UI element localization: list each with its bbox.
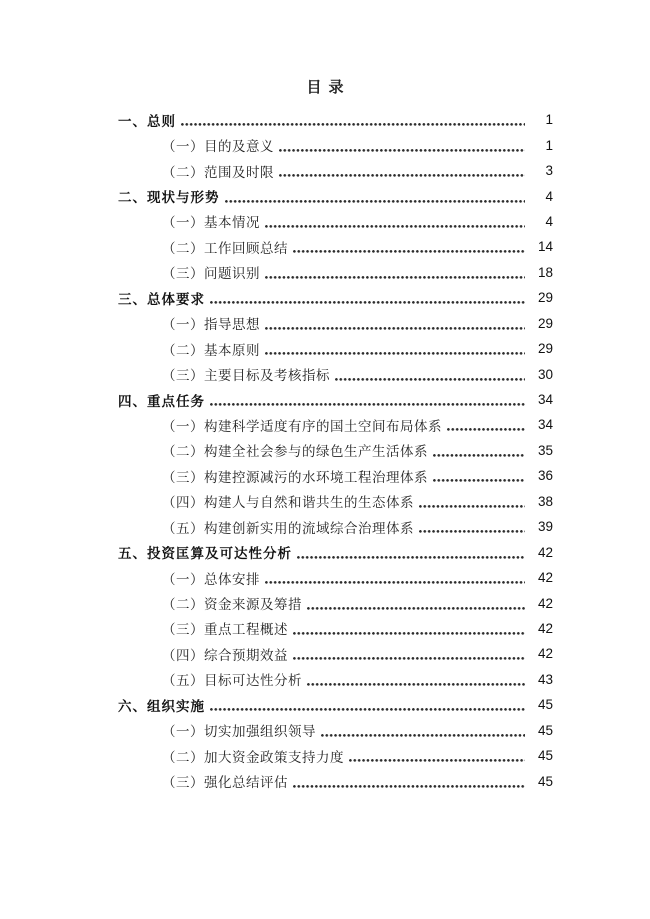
toc-entry-page: 34 xyxy=(537,417,553,433)
toc-entry-page: 38 xyxy=(537,493,553,509)
toc-entry-label: （四）综合预期效益 xyxy=(162,647,288,663)
toc-entry-label: （五）构建创新实用的流域综合治理体系 xyxy=(162,520,414,536)
toc-entry-label: 四、重点任务 xyxy=(118,393,205,409)
toc-entry-label: （三）强化总结评估 xyxy=(162,775,288,791)
dot-leader xyxy=(293,250,525,253)
dot-leader xyxy=(225,200,526,203)
toc-entry-label: （二）工作回顾总结 xyxy=(162,240,288,256)
toc-entry-page: 42 xyxy=(537,544,553,560)
dot-leader xyxy=(349,759,525,762)
dot-leader xyxy=(265,327,525,330)
toc-entry-label: （三）重点工程概述 xyxy=(162,622,288,638)
toc-entry-label: （一）指导思想 xyxy=(162,317,260,333)
toc-entry xyxy=(118,539,553,564)
toc-entry xyxy=(118,667,553,692)
dot-leader xyxy=(293,632,525,635)
toc-entry xyxy=(118,463,553,488)
toc-entry-page: 3 xyxy=(545,163,553,179)
toc-entry-label: 六、组织实施 xyxy=(118,698,205,714)
toc-entry xyxy=(118,641,553,666)
dot-leader xyxy=(181,123,525,126)
dot-leader xyxy=(433,479,525,482)
toc-entry-label: 二、现状与形势 xyxy=(118,190,220,206)
dot-leader xyxy=(293,785,525,788)
toc-entry-label: 三、总体要求 xyxy=(118,291,205,307)
toc-entry-page: 34 xyxy=(537,392,553,408)
toc-entry xyxy=(118,183,553,208)
toc-entry-page: 1 xyxy=(545,112,553,128)
toc-entry-page: 39 xyxy=(537,519,553,535)
dot-leader xyxy=(307,683,525,686)
toc-entry-page: 4 xyxy=(545,213,553,229)
toc-entry xyxy=(118,514,553,539)
dot-leader xyxy=(433,454,525,457)
toc-entry xyxy=(118,718,553,743)
toc-entry xyxy=(118,158,553,183)
toc-entry-page: 30 xyxy=(537,366,553,382)
dot-leader xyxy=(279,174,525,177)
dot-leader xyxy=(265,581,525,584)
toc-entry-label: （一）基本情况 xyxy=(162,215,260,231)
toc-entry-page: 45 xyxy=(537,697,553,713)
toc-entry-page: 14 xyxy=(537,239,553,255)
toc-entry xyxy=(118,692,553,717)
toc-list xyxy=(0,107,650,794)
dot-leader xyxy=(210,708,525,711)
toc-entry-page: 45 xyxy=(537,722,553,738)
toc-entry xyxy=(118,285,553,310)
toc-entry-label: （二）构建全社会参与的绿色生产生活体系 xyxy=(162,444,428,460)
toc-entry-page: 1 xyxy=(545,137,553,153)
toc-entry-page: 18 xyxy=(537,264,553,280)
toc-entry-page: 45 xyxy=(537,773,553,789)
toc-entry xyxy=(118,489,553,514)
dot-leader xyxy=(321,734,525,737)
toc-title: 目录 xyxy=(306,80,351,96)
toc-entry-label: 一、总则 xyxy=(118,113,176,129)
toc-entry-page: 42 xyxy=(537,646,553,662)
toc-entry-label: （一）目的及意义 xyxy=(162,139,274,155)
toc-entry-label: （三）构建控源减污的水环境工程治理体系 xyxy=(162,469,428,485)
dot-leader xyxy=(279,149,525,152)
toc-entry xyxy=(118,311,553,336)
toc-entry xyxy=(118,412,553,437)
toc-entry-page: 42 xyxy=(537,595,553,611)
toc-entry-label: （二）资金来源及筹措 xyxy=(162,597,302,613)
dot-leader xyxy=(419,530,525,533)
dot-leader xyxy=(307,607,525,610)
dot-leader xyxy=(265,276,525,279)
toc-entry xyxy=(118,336,553,361)
toc-entry-page: 29 xyxy=(537,315,553,331)
toc-entry-page: 29 xyxy=(537,290,553,306)
toc-entry-page: 36 xyxy=(537,468,553,484)
toc-entry-label: （一）总体安排 xyxy=(162,571,260,587)
toc-entry xyxy=(118,361,553,386)
toc-entry-label: （二）范围及时限 xyxy=(162,164,274,180)
toc-entry xyxy=(118,743,553,768)
toc-entry-label: （一）构建科学适度有序的国土空间布局体系 xyxy=(162,418,442,434)
dot-leader xyxy=(293,657,525,660)
toc-entry xyxy=(118,590,553,615)
toc-entry xyxy=(118,132,553,157)
toc-entry-label: （三）主要目标及考核指标 xyxy=(162,368,330,384)
toc-entry xyxy=(118,438,553,463)
toc-entry-page: 42 xyxy=(537,620,553,636)
toc-entry-page: 43 xyxy=(537,671,553,687)
toc-entry xyxy=(118,616,553,641)
dot-leader xyxy=(297,556,525,559)
dot-leader xyxy=(447,428,525,431)
toc-entry xyxy=(118,260,553,285)
toc-entry-label: （二）加大资金政策支持力度 xyxy=(162,749,344,765)
toc-entry-label: （四）构建人与自然和谐共生的生态体系 xyxy=(162,495,414,511)
dot-leader xyxy=(265,352,525,355)
toc-entry xyxy=(118,234,553,259)
toc-entry-page: 35 xyxy=(537,442,553,458)
toc-entry-label: （二）基本原则 xyxy=(162,342,260,358)
dot-leader xyxy=(210,301,525,304)
dot-leader xyxy=(419,505,525,508)
dot-leader xyxy=(265,225,525,228)
dot-leader xyxy=(210,403,525,406)
toc-entry-label: 五、投资匡算及可达性分析 xyxy=(118,546,292,562)
toc-entry xyxy=(118,565,553,590)
toc-entry-page: 45 xyxy=(537,748,553,764)
toc-entry-label: （三）问题识别 xyxy=(162,266,260,282)
toc-entry-label: （一）切实加强组织领导 xyxy=(162,724,316,740)
toc-entry xyxy=(118,209,553,234)
toc-entry xyxy=(118,768,553,793)
toc-entry-page: 4 xyxy=(545,188,553,204)
dot-leader xyxy=(335,378,525,381)
toc-entry-page: 42 xyxy=(537,570,553,586)
toc-entry-label: （五）目标可达性分析 xyxy=(162,673,302,689)
toc-entry xyxy=(118,107,553,132)
toc-entry xyxy=(118,387,553,412)
toc-entry-page: 29 xyxy=(537,341,553,357)
